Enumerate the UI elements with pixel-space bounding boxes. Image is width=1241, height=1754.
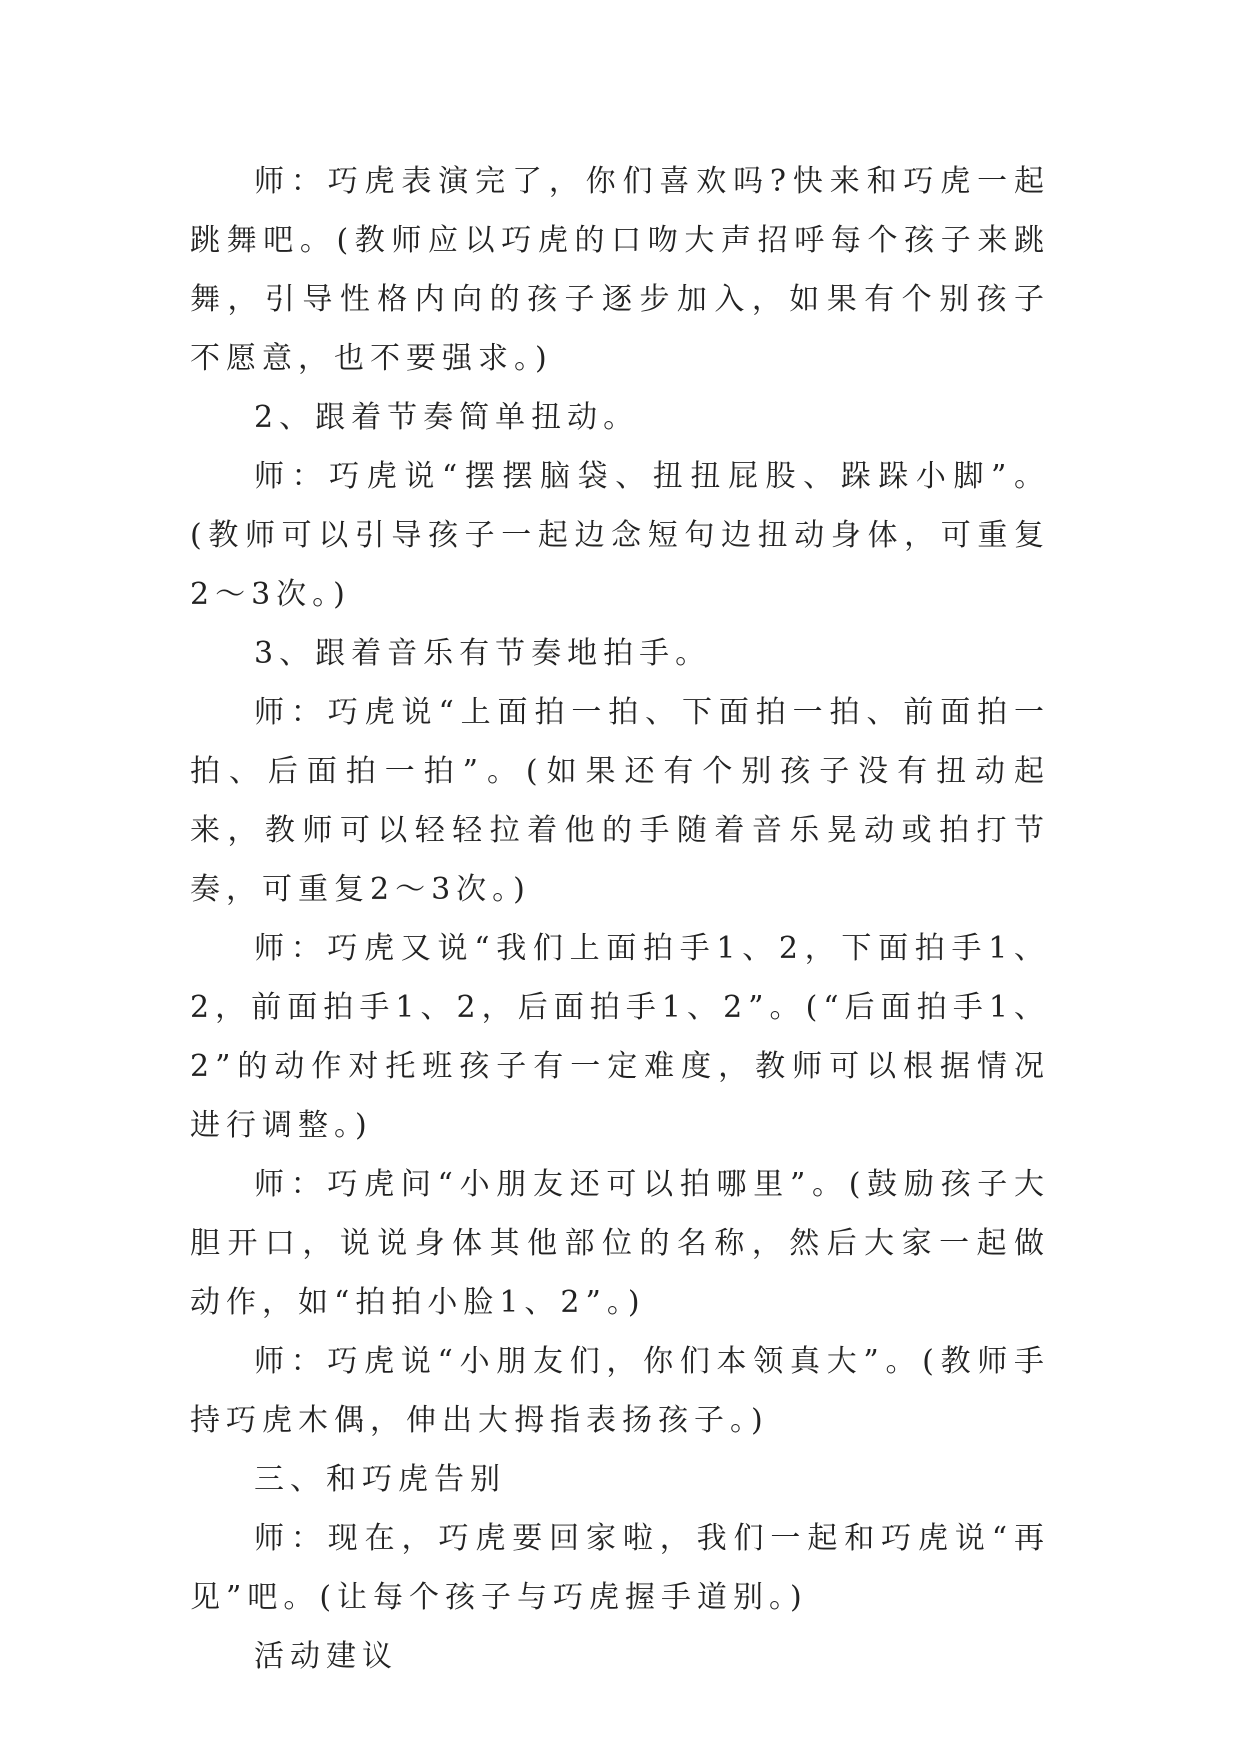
section-heading: 三、和巧虎告别 [254,1462,506,1497]
document-body [190,152,1050,1686]
paragraph-10: 师：现在，巧虎要回家啦，我们一起和巧虎说“再见”吧。(让每个孩子与巧虎握手道别。) [190,1521,1050,1615]
paragraph-3: 师：巧虎说“摆摆脑袋、扭扭屁股、跺跺小脚”。(教师可以引导孩子一起边念短句边扭动身体，可重复2～3次。) [190,459,1050,612]
paragraph-5: 师：巧虎说“上面拍一拍、下面拍一拍、前面拍一拍、后面拍一拍”。(如果还有个别孩子没有扭动起来，教师可以轻轻拉着他的手随着音乐晃动或拍打节奏，可重复2～3次。) [190,695,1050,907]
activity-suggestions-heading: 活动建议 [254,1639,398,1674]
paragraph-1: 师：巧虎表演完了，你们喜欢吗?快来和巧虎一起跳舞吧。(教师应以巧虎的口吻大声招呼每个孩子来跳舞，引导性格内向的孩子逐步加入，如果有个别孩子不愿意，也不要强求。) [190,164,1050,376]
paragraph-7: 师：巧虎问“小朋友还可以拍哪里”。(鼓励孩子大胆开口，说说身体其他部位的名称，然后大家一起做动作，如“拍拍小脸1、2”。) [190,1167,1050,1320]
paragraph-8: 师：巧虎说“小朋友们，你们本领真大”。(教师手持巧虎木偶，伸出大拇指表扬孩子。) [190,1344,1050,1438]
paragraph-6: 师：巧虎又说“我们上面拍手1、2，下面拍手1、2，前面拍手1、2，后面拍手1、2”。(“后面拍手1、2”的动作对托班孩子有一定难度，教师可以根据情况进行调整。) [190,931,1050,1143]
paragraph-4: 3、跟着音乐有节奏地拍手。 [254,636,712,671]
paragraph-2: 2、跟着节奏简单扭动。 [254,400,640,435]
